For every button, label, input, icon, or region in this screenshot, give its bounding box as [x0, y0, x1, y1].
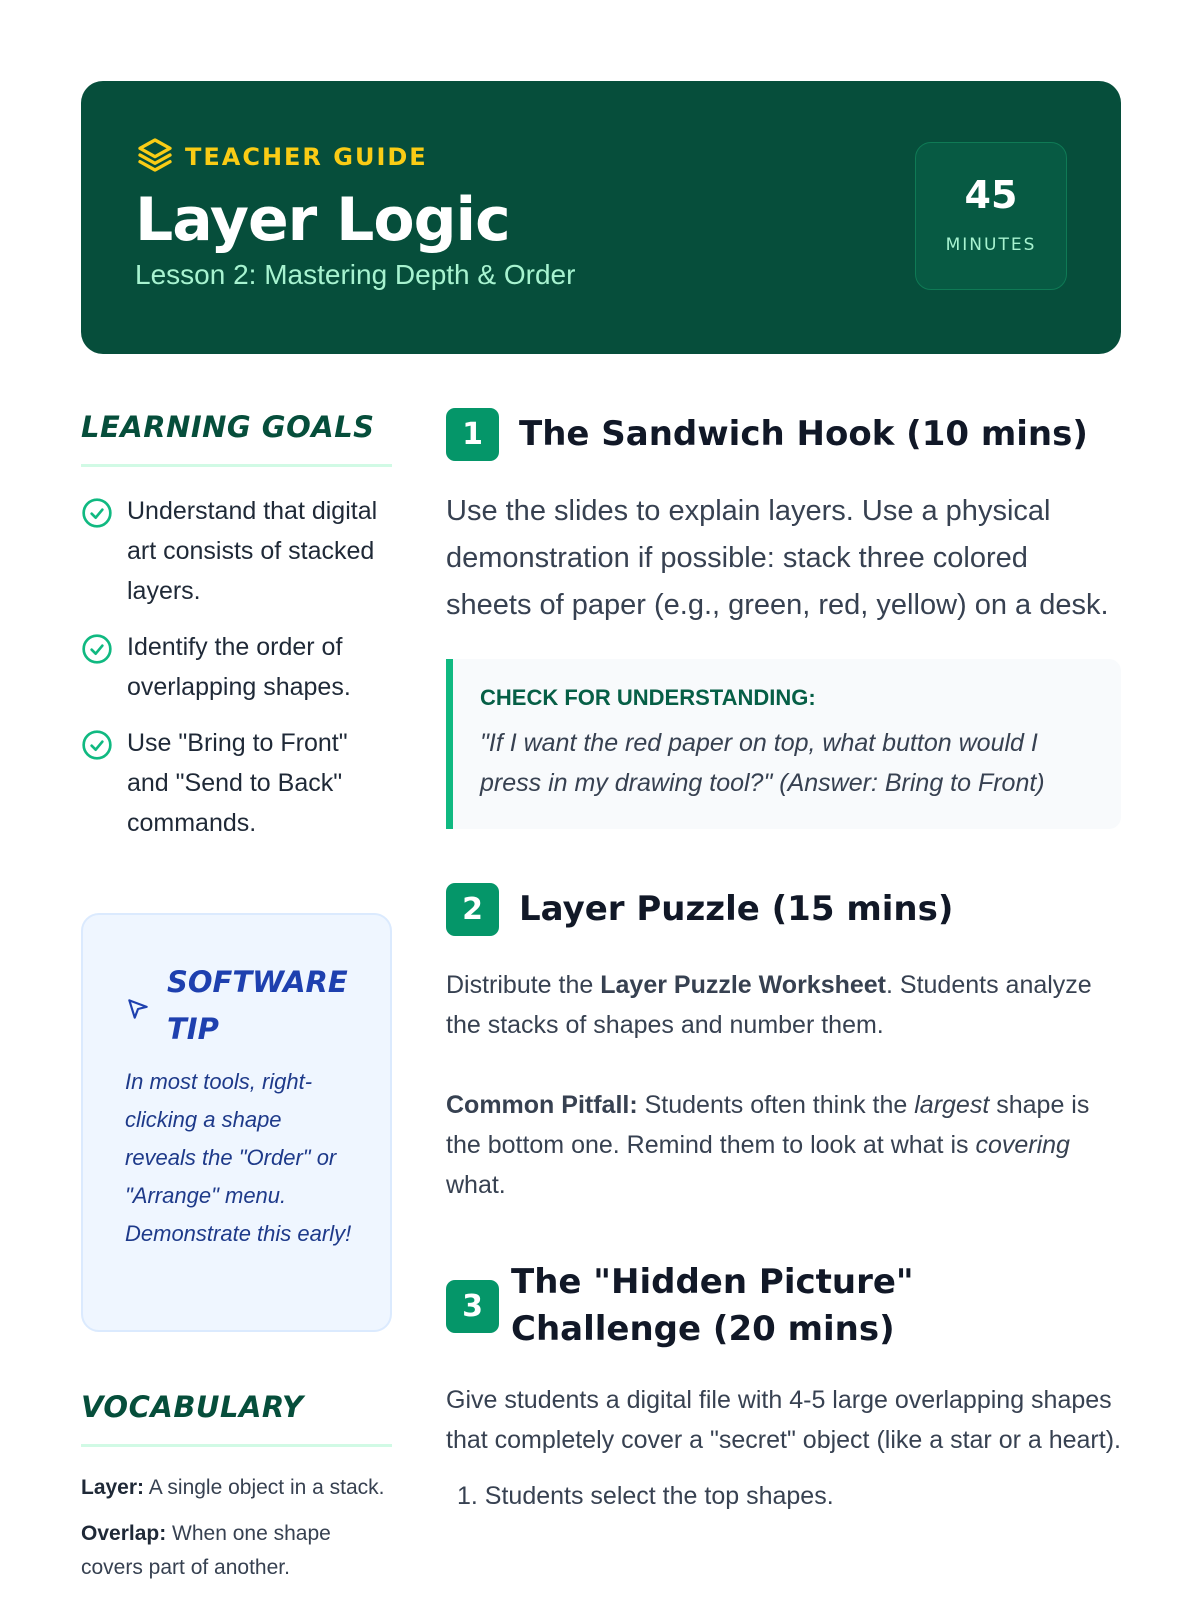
goal-item	[81, 627, 392, 707]
page-subtitle: Lesson 2: Mastering Depth & Order	[135, 259, 576, 290]
goal-text: Understand that digital art consists of stacked layers.	[127, 497, 378, 605]
vocabulary-section	[81, 1390, 392, 1597]
emphasis: covering	[975, 1131, 1070, 1159]
text-run: Students often think the	[637, 1091, 915, 1119]
step-3	[446, 1259, 1121, 1511]
step-number-badge: 3	[446, 1280, 499, 1333]
step-title: Layer Puzzle (15 mins)	[519, 889, 954, 929]
duration-value: 45	[964, 173, 1018, 217]
text-run: what.	[446, 1171, 506, 1199]
lesson-steps	[446, 408, 1121, 1511]
check-circle-icon	[81, 491, 113, 611]
software-tip-card	[81, 913, 392, 1332]
check-circle-icon	[81, 627, 113, 707]
software-tip-header	[125, 959, 357, 1053]
goal-text: Identify the order of overlapping shapes.	[127, 633, 351, 701]
step-title: The Sandwich Hook (10 mins)	[519, 414, 1088, 454]
vocabulary-term: Layer:	[81, 1476, 145, 1499]
goal-item	[81, 723, 392, 843]
layers-icon	[135, 135, 175, 179]
step-number-badge: 1	[446, 408, 499, 461]
goal-list	[81, 491, 392, 843]
divider	[81, 1444, 392, 1447]
goal-item	[81, 491, 392, 611]
eyebrow	[135, 135, 428, 179]
page-title: Layer Logic	[135, 185, 510, 255]
step-body: Use the slides to explain layers. Use a physical demonstration if possible: stack three colored sheets of paper (e.g., green, red, yellow) on a desk.	[446, 495, 1109, 621]
duration-badge	[915, 142, 1067, 290]
step-header	[446, 408, 1121, 461]
goal-text: Use "Bring to Front" and "Send to Back" commands.	[127, 729, 348, 837]
step-header	[446, 883, 1121, 936]
callout-label: CHECK FOR UNDERSTANDING:	[480, 685, 816, 710]
step-2	[446, 883, 1121, 1205]
pitfall-label: Common Pitfall:	[446, 1091, 638, 1119]
emphasis: largest	[914, 1091, 990, 1119]
learning-goals-title: LEARNING GOALS	[81, 410, 375, 444]
software-tip-body: In most tools, right-clicking a shape reveals the "Order" or "Arrange" menu. Demonstrate this early!	[125, 1069, 352, 1246]
vocabulary-term: Overlap:	[81, 1522, 167, 1545]
list-item: 1. Students select the top shapes.	[457, 1482, 834, 1510]
text-run: Distribute the	[446, 971, 601, 999]
step-number-badge: 2	[446, 883, 499, 936]
step-body: Give students a digital file with 4-5 large overlapping shapes that completely cover a "secret" object (like a star or a heart).	[446, 1386, 1121, 1454]
step-1	[446, 408, 1121, 829]
check-for-understanding-callout	[446, 659, 1121, 829]
common-pitfall	[446, 1085, 1121, 1205]
vocabulary-definition: When one shape covers part of another.	[81, 1522, 331, 1579]
check-circle-icon	[81, 723, 113, 843]
step-header	[446, 1259, 1121, 1353]
vocabulary-item	[81, 1517, 392, 1585]
instruction-list	[446, 1482, 1121, 1511]
cursor-icon	[125, 986, 151, 1026]
vocabulary-definition: A single object in a stack.	[148, 1476, 385, 1499]
text-run: . Students analyze the stacks of shapes and number them.	[446, 971, 1092, 1039]
divider	[81, 464, 392, 467]
lesson-header	[81, 81, 1121, 354]
vocabulary-title: VOCABULARY	[81, 1390, 304, 1424]
worksheet-name: Layer Puzzle Worksheet	[600, 971, 887, 999]
software-tip-title: SOFTWARE TIP	[167, 965, 348, 1046]
step-body	[446, 965, 1121, 1045]
step-title: The "Hidden Picture" Challenge (20 mins)	[511, 1262, 914, 1349]
text-run: shape is the bottom one. Remind them to look at what is	[446, 1091, 1090, 1159]
eyebrow-label: TEACHER GUIDE	[185, 143, 428, 171]
vocabulary-list	[81, 1471, 392, 1585]
learning-goals-section	[81, 410, 392, 859]
callout-quote: "If I want the red paper on top, what button would I press in my drawing tool?" (Answer: Bring to Front)	[480, 729, 1045, 797]
duration-unit: MINUTES	[945, 235, 1037, 255]
vocabulary-item	[81, 1471, 392, 1505]
